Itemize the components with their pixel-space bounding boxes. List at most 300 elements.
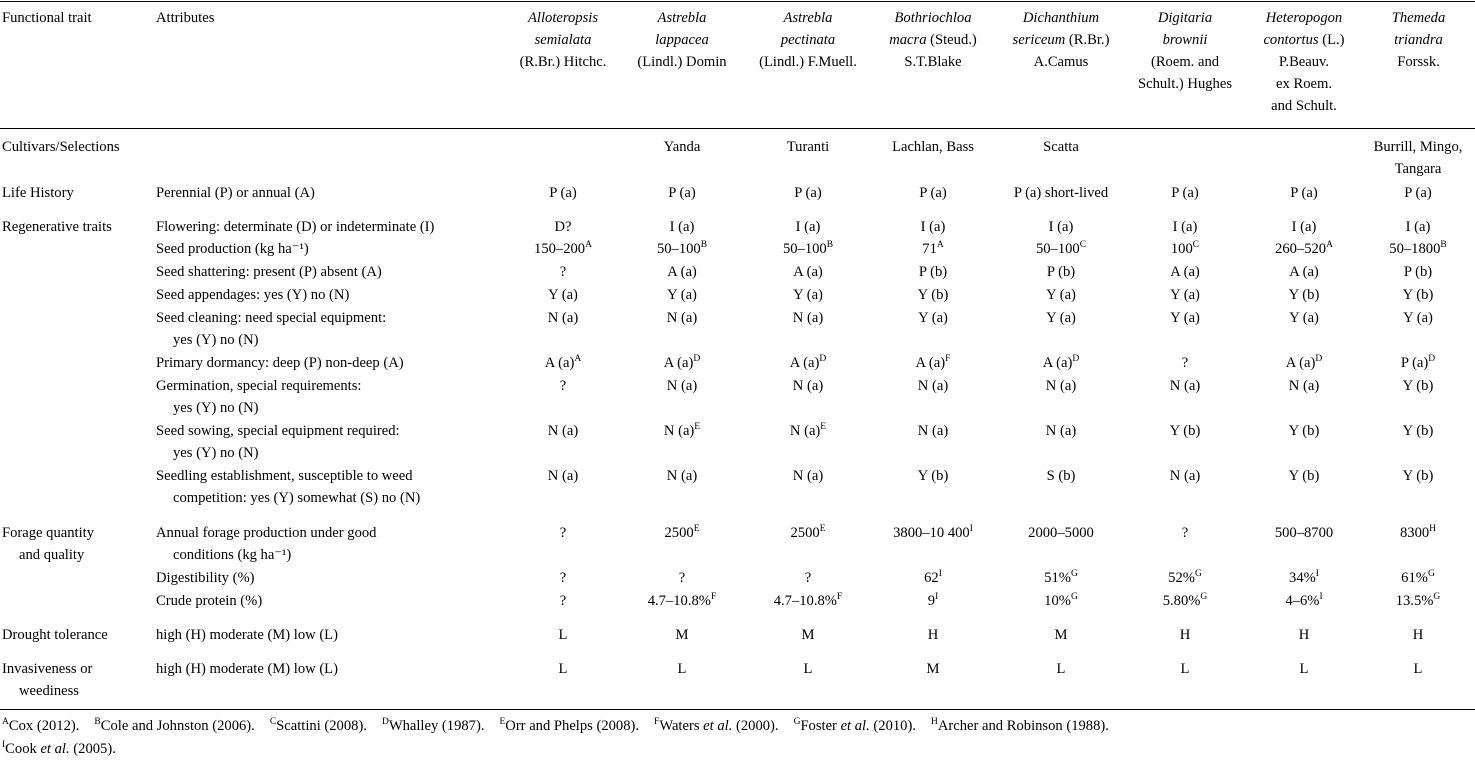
footnote bbox=[931, 718, 1109, 734]
footnote bbox=[794, 718, 916, 734]
cell-value: N (a) bbox=[1288, 378, 1320, 394]
row-trait: Cultivars/Selections bbox=[2, 139, 120, 155]
row-trait-cont: weediness bbox=[19, 683, 79, 699]
cell-value: Y (a) bbox=[1046, 287, 1076, 303]
cell-value: A (a) bbox=[1285, 355, 1316, 371]
table-cell bbox=[1248, 352, 1360, 374]
table-cell bbox=[621, 284, 743, 306]
cell-value: A (a) bbox=[789, 355, 820, 371]
cell-value: L bbox=[558, 661, 568, 677]
table-cell bbox=[746, 624, 870, 646]
cell-value: N (a) bbox=[547, 310, 579, 326]
species-epithet: pectinata bbox=[780, 32, 836, 48]
cell-value: P (a) bbox=[1404, 185, 1432, 201]
cell-value: L bbox=[803, 661, 813, 677]
cell-value: Y (a) bbox=[1289, 310, 1319, 326]
table-cell bbox=[1000, 307, 1122, 329]
cell-footnote-marker: G bbox=[1070, 569, 1078, 579]
cell-value: 5.80% bbox=[1162, 593, 1201, 609]
table-cell bbox=[504, 216, 622, 238]
species-authority: (R.Br.) Hitchc. bbox=[519, 54, 607, 70]
table-cell bbox=[1362, 352, 1475, 374]
table-cell bbox=[1122, 182, 1248, 204]
table-cell bbox=[1362, 375, 1475, 397]
table-cell bbox=[746, 238, 870, 260]
table-cell bbox=[621, 352, 743, 374]
cell-footnote-marker: D bbox=[1428, 354, 1436, 364]
header-species-5: Dichanthium sericeum (R.Br.) A.Camus bbox=[1012, 10, 1110, 70]
table-cell bbox=[621, 590, 743, 612]
cell-value: 260–520 bbox=[1275, 241, 1327, 257]
cell-value: N (a) bbox=[1045, 378, 1077, 394]
cell-value: 9 bbox=[927, 593, 936, 609]
cell-value: P (b) bbox=[918, 264, 948, 280]
header-functional-trait: Functional trait bbox=[2, 10, 92, 26]
table-cell bbox=[1122, 238, 1248, 260]
header-species-1 bbox=[503, 7, 623, 73]
table-cell bbox=[874, 567, 992, 589]
header-species-2 bbox=[621, 7, 743, 73]
table-cell bbox=[874, 352, 992, 374]
cell-footnote-marker: C bbox=[1079, 240, 1087, 250]
cell-value: L bbox=[1413, 661, 1423, 677]
table-cell bbox=[746, 352, 870, 374]
cell-value: Y (b) bbox=[1288, 468, 1320, 484]
table-cell bbox=[746, 465, 870, 487]
footnote-text: Cox (2012). bbox=[8, 718, 80, 734]
table-cell bbox=[1122, 658, 1248, 680]
cell-value: H bbox=[1179, 627, 1191, 643]
footnote-text: Foster et al. (2010). bbox=[800, 718, 916, 734]
table-cell bbox=[1362, 590, 1475, 612]
cell-value: H bbox=[927, 627, 939, 643]
species-genus: Digitaria bbox=[1157, 10, 1213, 26]
footnote bbox=[2, 718, 79, 734]
cell-footnote-marker: C bbox=[1192, 240, 1200, 250]
cell-footnote-marker: I bbox=[1319, 592, 1323, 602]
cell-footnote-marker: E bbox=[820, 422, 827, 432]
cell-value: P (a) bbox=[1290, 185, 1318, 201]
table-cell bbox=[874, 658, 992, 680]
footnote-marker: F bbox=[654, 717, 660, 727]
cell-value: N (a) bbox=[792, 468, 824, 484]
table-cell bbox=[621, 567, 743, 589]
cell-value: N (a) bbox=[1169, 468, 1201, 484]
table-cell bbox=[1362, 136, 1475, 180]
table-cell bbox=[1362, 465, 1475, 487]
row-trait: Forage quantity bbox=[2, 525, 95, 541]
species-epithet: semialata bbox=[534, 32, 592, 48]
footnote bbox=[270, 718, 367, 734]
species-genus: Dichanthium bbox=[1022, 10, 1100, 26]
table-cell bbox=[504, 420, 622, 442]
table-cell bbox=[874, 624, 992, 646]
table-cell bbox=[1000, 590, 1122, 612]
cell-footnote-marker: G bbox=[1194, 569, 1202, 579]
cell-value: ? bbox=[1181, 525, 1189, 541]
table-cell bbox=[874, 522, 992, 544]
species-epithet: triandra bbox=[1394, 32, 1443, 48]
footnote-marker: B bbox=[94, 717, 101, 727]
table-cell bbox=[621, 216, 743, 238]
cell-footnote-marker: D bbox=[1315, 354, 1323, 364]
table-cell bbox=[504, 567, 622, 589]
table-cell bbox=[1362, 284, 1475, 306]
table-cell bbox=[621, 261, 743, 283]
cell-value: Y (a) bbox=[1046, 310, 1076, 326]
cell-value: 50–1800 bbox=[1389, 241, 1441, 257]
footnote-text: Cole and Johnston (2006). bbox=[100, 718, 255, 734]
footnote-marker: G bbox=[793, 717, 801, 727]
cell-value: Y (b) bbox=[1402, 378, 1434, 394]
cell-value: ? bbox=[559, 525, 567, 541]
table-cell bbox=[1248, 522, 1360, 544]
cell-value: A (a) bbox=[667, 264, 697, 280]
cell-value: I (a) bbox=[1048, 219, 1074, 235]
table-cell bbox=[1122, 522, 1248, 544]
table-cell bbox=[1362, 238, 1475, 260]
table-cell bbox=[1000, 624, 1122, 646]
header-species-6: Digitaria brownii (Roem. and Schult.) Hughes bbox=[1137, 10, 1233, 92]
cell-footnote-marker: E bbox=[693, 524, 700, 534]
row-attribute: Seedling establishment, susceptible to weed bbox=[156, 468, 413, 484]
table-cell bbox=[1362, 307, 1475, 329]
cell-value: N (a) bbox=[1045, 423, 1077, 439]
cell-footnote-marker: I bbox=[1315, 569, 1319, 579]
table-cell bbox=[1248, 261, 1360, 283]
cell-value: H bbox=[1412, 627, 1424, 643]
row-attribute: Seed shattering: present (P) absent (A) bbox=[156, 264, 382, 280]
cell-footnote-marker: F bbox=[710, 592, 717, 602]
cell-value: 34% bbox=[1289, 570, 1316, 586]
table-cell bbox=[621, 182, 743, 204]
cell-value: L bbox=[1056, 661, 1066, 677]
cell-value: P (a) bbox=[668, 185, 696, 201]
cell-footnote-marker: D bbox=[819, 354, 827, 364]
row-trait: Life History bbox=[2, 185, 74, 201]
cell-footnote-marker: A bbox=[1326, 240, 1333, 250]
table-cell bbox=[1000, 465, 1122, 487]
table-cell bbox=[504, 261, 622, 283]
cell-value: N (a) bbox=[547, 423, 579, 439]
table-cell bbox=[874, 590, 992, 612]
row-attribute-cont: yes (Y) no (N) bbox=[173, 332, 259, 348]
row-attribute: Digestibility (%) bbox=[156, 570, 255, 586]
table-cell bbox=[1000, 284, 1122, 306]
cell-value: Y (a) bbox=[548, 287, 578, 303]
table-cell bbox=[746, 307, 870, 329]
cell-footnote-marker: A bbox=[936, 240, 944, 250]
cell-value: Y (b) bbox=[1402, 423, 1434, 439]
cell-value: I (a) bbox=[920, 219, 946, 235]
cell-value: ? bbox=[559, 264, 567, 280]
row-attribute: Germination, special requirements: bbox=[156, 378, 362, 394]
cell-value: P (a) bbox=[794, 185, 822, 201]
cell-footnote-marker: H bbox=[1429, 524, 1437, 534]
footnotes-line-1 bbox=[2, 715, 1109, 737]
table-cell bbox=[504, 307, 622, 329]
footnotes-line-2 bbox=[2, 738, 116, 760]
row-trait: Invasiveness or bbox=[2, 661, 93, 677]
table-cell bbox=[1000, 352, 1122, 374]
cell-footnote-marker: B bbox=[826, 240, 834, 250]
table-cell bbox=[621, 658, 743, 680]
cell-footnote-marker: A bbox=[585, 240, 592, 250]
cell-value: P (a) bbox=[919, 185, 947, 201]
row-attribute-cont: yes (Y) no (N) bbox=[173, 400, 259, 416]
cell-footnote-marker: E bbox=[694, 422, 701, 432]
table-cell bbox=[1122, 307, 1248, 329]
row-attribute-cont: competition: yes (Y) somewhat (S) no (N) bbox=[173, 490, 421, 506]
cell-value: N (a) bbox=[792, 378, 824, 394]
header-rule bbox=[0, 128, 1475, 129]
table-cell bbox=[1362, 261, 1475, 283]
cell-value: 51% bbox=[1044, 570, 1071, 586]
cell-value: Burrill, Mingo, Tangara bbox=[1373, 139, 1463, 177]
cell-value: 500–8700 bbox=[1274, 525, 1334, 541]
table-cell bbox=[746, 522, 870, 544]
table-cell bbox=[1000, 522, 1122, 544]
table-cell bbox=[1122, 375, 1248, 397]
table-cell bbox=[1248, 465, 1360, 487]
cell-footnote-marker: G bbox=[1433, 592, 1441, 602]
table-cell bbox=[1000, 136, 1122, 158]
table-cell bbox=[1000, 182, 1122, 204]
species-epithet: brownii bbox=[1162, 32, 1208, 48]
table-cell bbox=[1248, 658, 1360, 680]
cell-value: I (a) bbox=[1405, 219, 1431, 235]
row-attribute: Perennial (P) or annual (A) bbox=[156, 185, 315, 201]
footnote bbox=[382, 718, 485, 734]
table-cell bbox=[746, 216, 870, 238]
table-cell bbox=[1000, 261, 1122, 283]
cell-footnote-marker: F bbox=[836, 592, 843, 602]
table-cell bbox=[1000, 567, 1122, 589]
cell-value: M bbox=[801, 627, 815, 643]
cell-value: 10% bbox=[1044, 593, 1071, 609]
cell-value: Y (a) bbox=[1170, 310, 1200, 326]
table-cell bbox=[746, 375, 870, 397]
footnote-text: Orr and Phelps (2008). bbox=[505, 718, 640, 734]
footnote-text: Scattini (2008). bbox=[276, 718, 367, 734]
table-cell bbox=[504, 522, 622, 544]
table-cell bbox=[1122, 284, 1248, 306]
header-species-8 bbox=[1362, 7, 1475, 73]
table-cell bbox=[504, 624, 622, 646]
cell-footnote-marker: G bbox=[1070, 592, 1078, 602]
footnote-marker: A bbox=[2, 717, 9, 727]
cell-value: A (a) bbox=[544, 355, 575, 371]
table-cell bbox=[1000, 658, 1122, 680]
cell-value: M bbox=[926, 661, 940, 677]
cell-value: ? bbox=[559, 570, 567, 586]
header-species-7: Heteropogon contortus (L.) P.Beauv. ex Roem. and Schult. bbox=[1263, 10, 1345, 114]
cell-value: ? bbox=[678, 570, 686, 586]
table-cell bbox=[621, 465, 743, 487]
species-genus: Astrebla bbox=[657, 10, 707, 26]
cell-value: Lachlan, Bass bbox=[892, 139, 974, 155]
table-cell bbox=[874, 261, 992, 283]
cell-value: 62 bbox=[924, 570, 939, 586]
cell-value: I (a) bbox=[669, 219, 695, 235]
row-attribute: Crude protein (%) bbox=[156, 593, 263, 609]
cell-footnote-marker: G bbox=[1427, 569, 1435, 579]
row-attribute: Seed appendages: yes (Y) no (N) bbox=[156, 287, 350, 303]
footnote bbox=[2, 741, 116, 757]
footnote-marker: D bbox=[381, 717, 389, 727]
cell-value: 150–200 bbox=[534, 241, 586, 257]
table-cell bbox=[1248, 624, 1360, 646]
cell-value: A (a) bbox=[1170, 264, 1200, 280]
cell-value: P (a) short-lived bbox=[1013, 185, 1109, 201]
cell-value: N (a) bbox=[792, 310, 824, 326]
cell-value: H bbox=[1298, 627, 1310, 643]
table-cell bbox=[504, 284, 622, 306]
table-cell bbox=[1000, 420, 1122, 442]
table-cell bbox=[621, 624, 743, 646]
cell-value: I (a) bbox=[1291, 219, 1317, 235]
table-cell bbox=[874, 465, 992, 487]
cell-footnote-marker: I bbox=[935, 592, 939, 602]
species-genus: Bothriochloa bbox=[894, 10, 972, 26]
species-genus: Alloteropsis bbox=[528, 10, 598, 26]
cell-value: I (a) bbox=[1172, 219, 1198, 235]
species-epithet: lappacea bbox=[655, 32, 709, 48]
row-attribute-cont: yes (Y) no (N) bbox=[173, 445, 259, 461]
cell-value: 8300 bbox=[1399, 525, 1430, 541]
cell-value: 100 bbox=[1170, 241, 1193, 257]
row-attribute: Flowering: determinate (D) or indeterminate (I) bbox=[156, 219, 435, 235]
table-cell bbox=[874, 420, 992, 442]
cell-value: Y (b) bbox=[1288, 287, 1320, 303]
row-trait-cont: and quality bbox=[19, 547, 85, 563]
table-cell bbox=[504, 182, 622, 204]
cell-value: Y (b) bbox=[1288, 423, 1320, 439]
row-attribute: high (H) moderate (M) low (L) bbox=[156, 661, 338, 677]
cell-value: N (a) bbox=[1169, 378, 1201, 394]
cell-value: ? bbox=[804, 570, 812, 586]
cell-value: P (b) bbox=[1046, 264, 1076, 280]
table-cell bbox=[1362, 522, 1475, 544]
footnote-text: Archer and Robinson (1988). bbox=[937, 718, 1109, 734]
cell-value: A (a) bbox=[1289, 264, 1319, 280]
cell-value: A (a) bbox=[915, 355, 946, 371]
table-cell bbox=[746, 182, 870, 204]
table-cell bbox=[1248, 284, 1360, 306]
header-species-3 bbox=[746, 7, 870, 73]
footnote bbox=[654, 718, 779, 734]
table-cell bbox=[504, 238, 622, 260]
table-cell bbox=[621, 375, 743, 397]
cell-value: D? bbox=[554, 219, 572, 235]
table-cell bbox=[1122, 420, 1248, 442]
species-authority: Forssk. bbox=[1397, 54, 1440, 70]
table-cell bbox=[621, 420, 743, 442]
footnote bbox=[94, 718, 254, 734]
table-cell bbox=[1248, 182, 1360, 204]
table-cell bbox=[874, 238, 992, 260]
table-cell bbox=[746, 658, 870, 680]
table-cell bbox=[504, 375, 622, 397]
cell-footnote-marker: I bbox=[938, 569, 942, 579]
cell-value: A (a) bbox=[663, 355, 694, 371]
footnote-marker: I bbox=[2, 740, 6, 750]
cell-value: I (a) bbox=[795, 219, 821, 235]
footnote-text: Waters et al. (2000). bbox=[659, 718, 779, 734]
footnote-text: Cook et al. (2005). bbox=[5, 741, 116, 757]
cell-value: Yanda bbox=[663, 139, 701, 155]
table-cell bbox=[1362, 216, 1475, 238]
cell-value: 13.5% bbox=[1395, 593, 1434, 609]
cell-footnote-marker: B bbox=[1440, 240, 1447, 250]
cell-value: 61% bbox=[1401, 570, 1428, 586]
cell-value: 50–100 bbox=[656, 241, 701, 257]
cell-value: N (a) bbox=[789, 423, 821, 439]
top-rule bbox=[0, 1, 1475, 2]
row-attribute: high (H) moderate (M) low (L) bbox=[156, 627, 338, 643]
table-cell bbox=[1362, 567, 1475, 589]
cell-value: M bbox=[1054, 627, 1068, 643]
table-cell bbox=[1000, 238, 1122, 260]
species-genus: Heteropogon bbox=[1265, 10, 1343, 26]
row-attribute-cont: conditions (kg ha⁻¹) bbox=[173, 547, 292, 563]
cell-value: Y (b) bbox=[1169, 423, 1201, 439]
cell-footnote-marker: E bbox=[819, 524, 826, 534]
table-cell bbox=[1248, 307, 1360, 329]
table-cell bbox=[1000, 375, 1122, 397]
row-attribute: Annual forage production under good bbox=[156, 525, 377, 541]
cell-value: N (a) bbox=[547, 468, 579, 484]
table-cell bbox=[1362, 182, 1475, 204]
cell-value: Y (b) bbox=[917, 468, 949, 484]
cell-value: 52% bbox=[1168, 570, 1195, 586]
cell-value: ? bbox=[1181, 355, 1189, 371]
table-cell bbox=[621, 136, 743, 158]
table-cell bbox=[746, 136, 870, 158]
table-cell bbox=[874, 284, 992, 306]
table-cell bbox=[1122, 590, 1248, 612]
cell-value: A (a) bbox=[793, 264, 823, 280]
table-cell bbox=[1122, 261, 1248, 283]
row-attribute: Seed cleaning: need special equipment: bbox=[156, 310, 387, 326]
table-cell bbox=[1248, 567, 1360, 589]
cell-footnote-marker: B bbox=[700, 240, 708, 250]
cell-value: L bbox=[677, 661, 687, 677]
cell-value: P (b) bbox=[1403, 264, 1433, 280]
header-species-4: Bothriochloa macra (Steud.) S.T.Blake bbox=[889, 10, 977, 70]
cell-value: N (a) bbox=[666, 310, 698, 326]
table-cell bbox=[504, 590, 622, 612]
table-cell bbox=[874, 307, 992, 329]
table-cell bbox=[504, 352, 622, 374]
table-cell bbox=[1362, 624, 1475, 646]
species-authority: (Lindl.) F.Muell. bbox=[759, 54, 857, 70]
cell-value: Y (a) bbox=[1170, 287, 1200, 303]
cell-value: Scatta bbox=[1043, 139, 1079, 155]
cell-value: N (a) bbox=[917, 423, 949, 439]
cell-value: Y (b) bbox=[1402, 287, 1434, 303]
table-cell bbox=[874, 136, 992, 158]
cell-footnote-marker: A bbox=[574, 354, 582, 364]
species-epithet: macra bbox=[889, 32, 927, 48]
table-cell bbox=[504, 465, 622, 487]
table-cell bbox=[1122, 216, 1248, 238]
table-cell bbox=[1122, 352, 1248, 374]
footnote-text: Whalley (1987). bbox=[388, 718, 485, 734]
table-cell bbox=[1000, 216, 1122, 238]
table-cell bbox=[1248, 420, 1360, 442]
table-cell bbox=[1248, 238, 1360, 260]
